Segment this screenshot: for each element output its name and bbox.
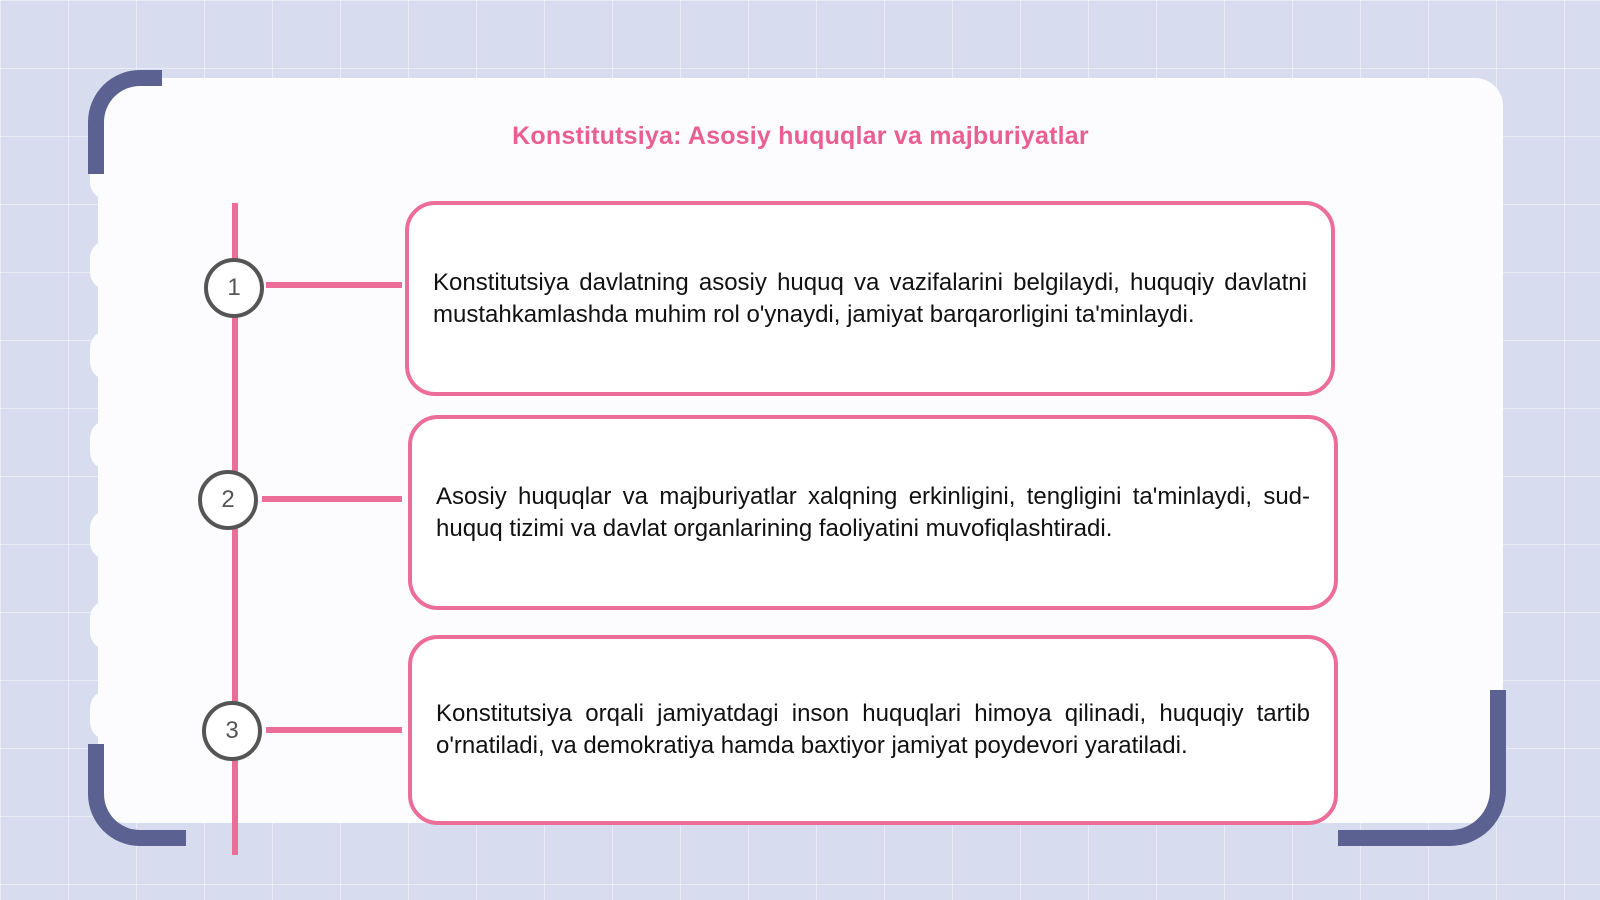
statement-box: [405, 201, 1335, 396]
notebook-tab: [90, 240, 126, 290]
notebook-tab: [90, 510, 126, 560]
statement-text: Konstitutsiya orqali jamiyatdagi inson huquqlari himoya qilinadi, huquqiy tartib o'rnatiladi, va demokratiya hamda baxtiyor jamiyat poydevori yaratiladi.: [436, 700, 1310, 759]
step-number-badge: 2: [198, 470, 258, 530]
statement-box: [408, 415, 1338, 610]
statement-text: Konstitutsiya davlatning asosiy huquq va vazifalarini belgilaydi, huquqiy davlatni mustahkamlashda muhim rol o'ynaydi, jamiyat barqarorligini ta'minlaydi.: [433, 268, 1307, 328]
timeline-connector: [266, 727, 402, 733]
statement-box: [408, 635, 1338, 825]
slide-title: Konstitutsiya: Asosiy huquqlar va majburiyatlar: [512, 122, 1089, 150]
notebook-tab: [90, 600, 126, 650]
statement-text: Asosiy huquqlar va majburiyatlar xalqning erkinligini, tengligini ta'minlaydi, sud-huquq tizimi va davlat organlarining faoliyatini muvofiqlashtiradi.: [436, 482, 1310, 542]
notebook-tab: [90, 420, 126, 470]
notebook-tab: [90, 690, 126, 740]
timeline-connector: [266, 282, 402, 288]
timeline-connector: [262, 496, 402, 502]
step-number-badge: 1: [204, 258, 264, 318]
step-number-badge: 3: [202, 701, 262, 761]
corner-bracket-bottom-right: [1338, 690, 1506, 846]
corner-bracket-bottom-left: [88, 744, 186, 846]
notebook-tab: [90, 330, 126, 380]
